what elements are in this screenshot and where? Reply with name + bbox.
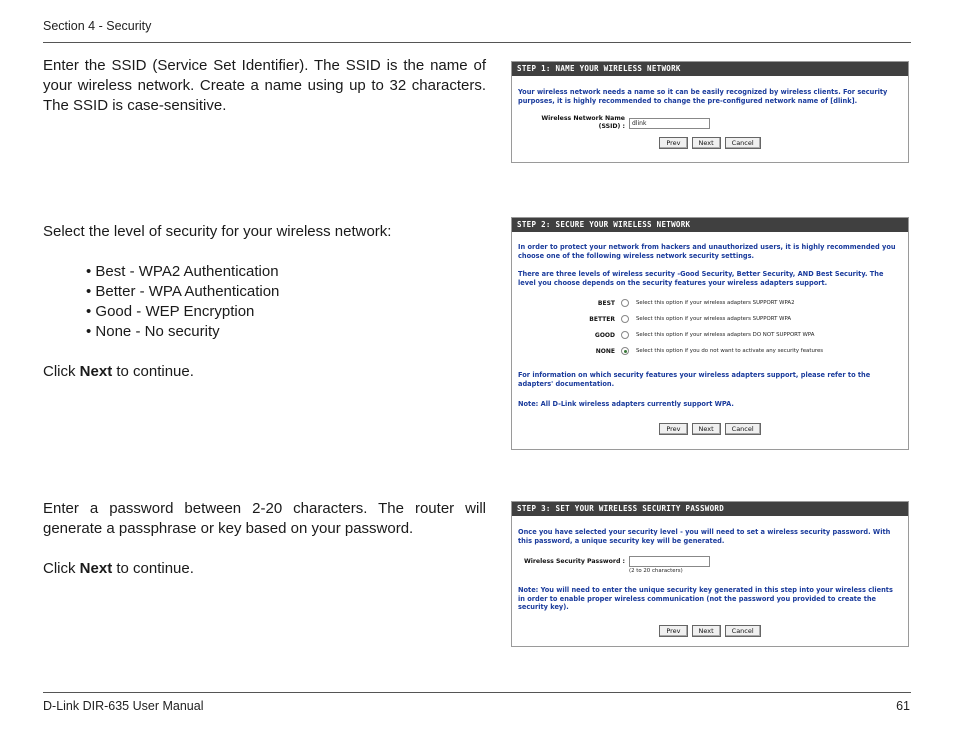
wpa-note: Note: All D-Link wireless adapters currently support WPA. [518, 399, 734, 408]
radio-better[interactable] [621, 315, 629, 323]
step2-panel [511, 217, 909, 450]
radio-good[interactable] [621, 331, 629, 339]
radio-none[interactable] [621, 347, 629, 355]
prev-button[interactable]: Prev [659, 137, 687, 149]
page-number: 61 [896, 699, 910, 713]
security-intro: Select the level of security for your wireless network: [43, 223, 392, 240]
security-options [518, 295, 902, 359]
option-best: BEST Select this option if your wireless adapters SUPPORT WPA2 [597, 299, 795, 307]
cancel-button[interactable]: Cancel [725, 137, 761, 149]
option-good: GOOD Select this option if your wireless adapters DO NOT SUPPORT WPA [594, 331, 815, 339]
bullet-better: • Better - WPA Authentication [86, 283, 280, 300]
option-none: NONE Select this option if you do not want to activate any security features [595, 347, 824, 355]
ssid-instructions: Enter the SSID (Service Set Identifier). The SSID is the name of your wireless network. Create a name using up to 32 characters. The SSID is case-sensitive. [43, 57, 486, 114]
step1-description: Your wireless network needs a name so it can be easily recognized by wireless clients. For security purposes, it is highly recommended to change the pre-configured network name of [dlink]. [518, 88, 888, 105]
next-button[interactable]: Next [692, 423, 721, 435]
section-header: Section 4 - Security [43, 19, 152, 33]
option-better: BETTER Select this option if your wireless adapters SUPPORT WPA [589, 315, 792, 323]
bullet-good: • Good - WEP Encryption [86, 303, 255, 320]
cancel-button[interactable]: Cancel [725, 423, 761, 435]
next-button[interactable]: Next [692, 625, 721, 637]
step3-description: Once you have selected your security level - you will need to set a wireless security password. With this password, a unique security key will be generated. [518, 528, 891, 545]
step2-description: In order to protect your network from hackers and unauthorized users, it is highly recommended you choose one of the following wireless network security settings. [518, 243, 896, 260]
security-level-instructions [43, 222, 486, 382]
prev-button[interactable]: Prev [659, 423, 687, 435]
step1-title: STEP 1: NAME YOUR WIRELESS NETWORK [512, 62, 908, 76]
step2-title: STEP 2: SECURE YOUR WIRELESS NETWORK [512, 218, 908, 232]
manual-title: D-Link DIR-635 User Manual [43, 699, 204, 713]
footer-rule [43, 692, 911, 693]
password-instructions [43, 499, 486, 579]
header-rule [43, 42, 911, 43]
password-label: Wireless Security Password : [523, 557, 625, 565]
click-next-note: Click Next to continue. [43, 363, 194, 380]
adapter-info: For information on which security features your wireless adapters support, please refer to the adapters' documentation. [518, 371, 871, 388]
cancel-button[interactable]: Cancel [725, 625, 761, 637]
click-next-note-2: Click Next to continue. [43, 560, 194, 577]
step1-panel [511, 61, 909, 163]
ssid-input[interactable]: dlink [629, 118, 710, 129]
radio-best[interactable] [621, 299, 629, 307]
password-intro: Enter a password between 2-20 characters. The router will generate a passphrase or key based on your password. [43, 500, 486, 537]
bullet-best: • Best - WPA2 Authentication [86, 263, 279, 280]
step2-levels-description: There are three levels of wireless security -Good Security, Better Security, AND Best Security. The level you choose depends on the security features your wireless adapters support. [518, 270, 884, 287]
security-key-note: Note: You will need to enter the unique security key generated in this step into your wireless clients in order to enable proper wireless communication (not the password you provided to create the security key). [518, 586, 893, 612]
next-button[interactable]: Next [692, 137, 721, 149]
password-hint: (2 to 20 characters) [629, 568, 683, 575]
step3-panel [511, 501, 909, 647]
step3-title: STEP 3: SET YOUR WIRELESS SECURITY PASSWORD [512, 502, 908, 516]
ssid-label: Wireless Network Name (SSID) : [541, 115, 625, 131]
bullet-none: • None - No security [86, 323, 220, 340]
password-input[interactable] [629, 556, 710, 567]
prev-button[interactable]: Prev [659, 625, 687, 637]
